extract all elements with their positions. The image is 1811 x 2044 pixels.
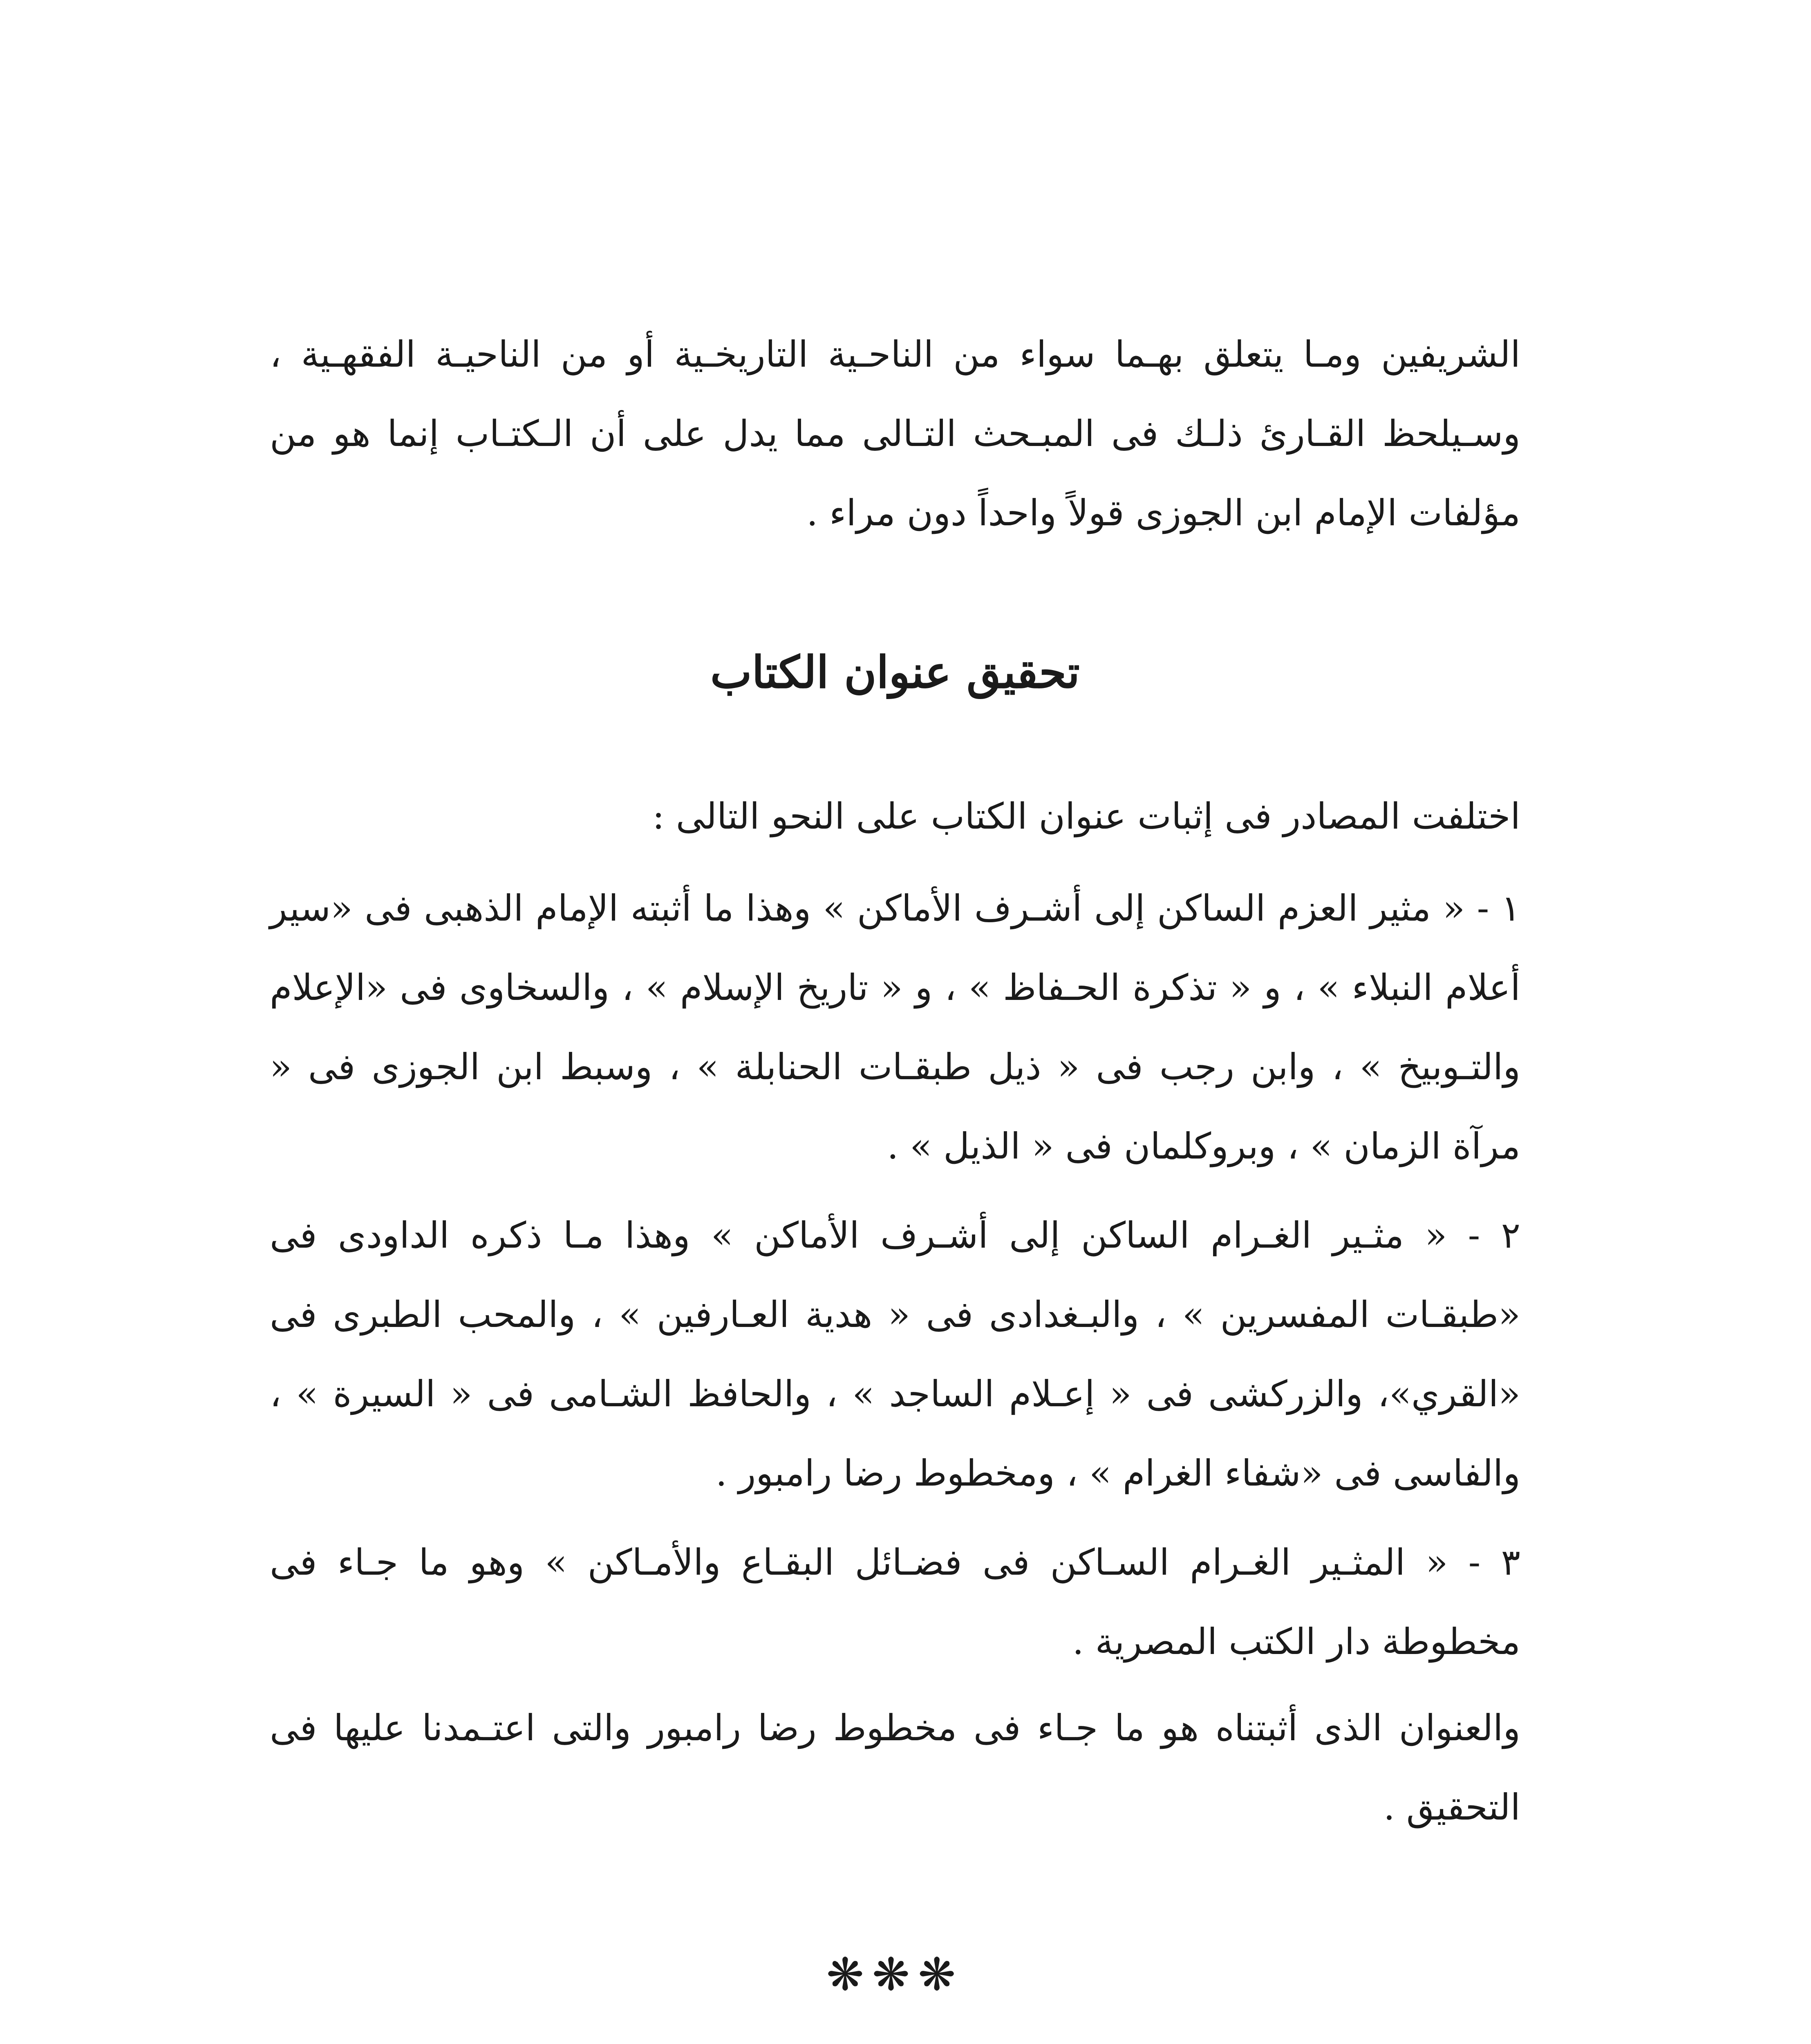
section-separator: ❋❋❋ [826,1948,964,2001]
list-item-2 [270,1196,1520,1513]
intro-text: الشريفين ومـا يتعلق بهـما سواء من الناحـية التاريخـية أو من الناحيـة الفقهـية ، وسـيلحظ القـارئ ذلـك فى المبـحث التـالى مما يدل على أن الـكتـاب إنما هو من مؤلفات الإمام ابن الجوزى قولاً واحداً دون مراء . [270,333,1520,534]
intro-paragraph [270,315,1520,553]
lead-text: اختلفت المصادر فى إثبات عنوان الكتاب على النحو التالى : [652,795,1520,837]
conclusion-paragraph [270,1688,1520,1847]
list-item-text: ٣ - « المثـير الغـرام السـاكن فى فضـائل البقـاع والأمـاكن » وهو ما جـاء فى مخطوطة دار الكتب المصرية . [270,1541,1520,1663]
section-heading: تحقيق عنوان الكتاب [710,647,1080,698]
lead-paragraph [270,777,1520,856]
list-item-3 [270,1523,1520,1681]
list-item-1 [270,869,1520,1186]
conclusion-text: والعنوان الذى أثبتناه هو ما جـاء فى مخطوط رضا رامبور والتى اعتـمدنا عليها فى التحقيق . [270,1707,1520,1828]
list-item-text: ١ - « مثير العزم الساكن إلى أشـرف الأماكن » وهذا ما أثبته الإمام الذهبى فى «سير أعلام النبلاء » ، و « تذكرة الحـفاظ » ، و « تاريخ الإسلام » ، والسخاوى فى «الإعلام والتـوبيخ » ، وابن رجب فى « ذيل طبقـات الحنابلة » ، وسبط ابن الجوزى فى « مرآة الزمان » ، وبروكلمان فى « الذيل » . [270,887,1520,1167]
list-item-text: ٢ - « مثـير الغـرام الساكن إلى أشـرف الأماكن » وهذا مـا ذكره الداودى فى «طبقـات المفسرين » ، والبـغدادى فى « هدية العـارفين » ، والمحب الطبرى فى «القري»، والزركشى فى « إعـلام الساجد » ، والحافظ الشـامى فى « السيرة » ، والفاسى فى «شفاء الغرام » ، ومخطوط رضا رامبور . [270,1214,1520,1494]
